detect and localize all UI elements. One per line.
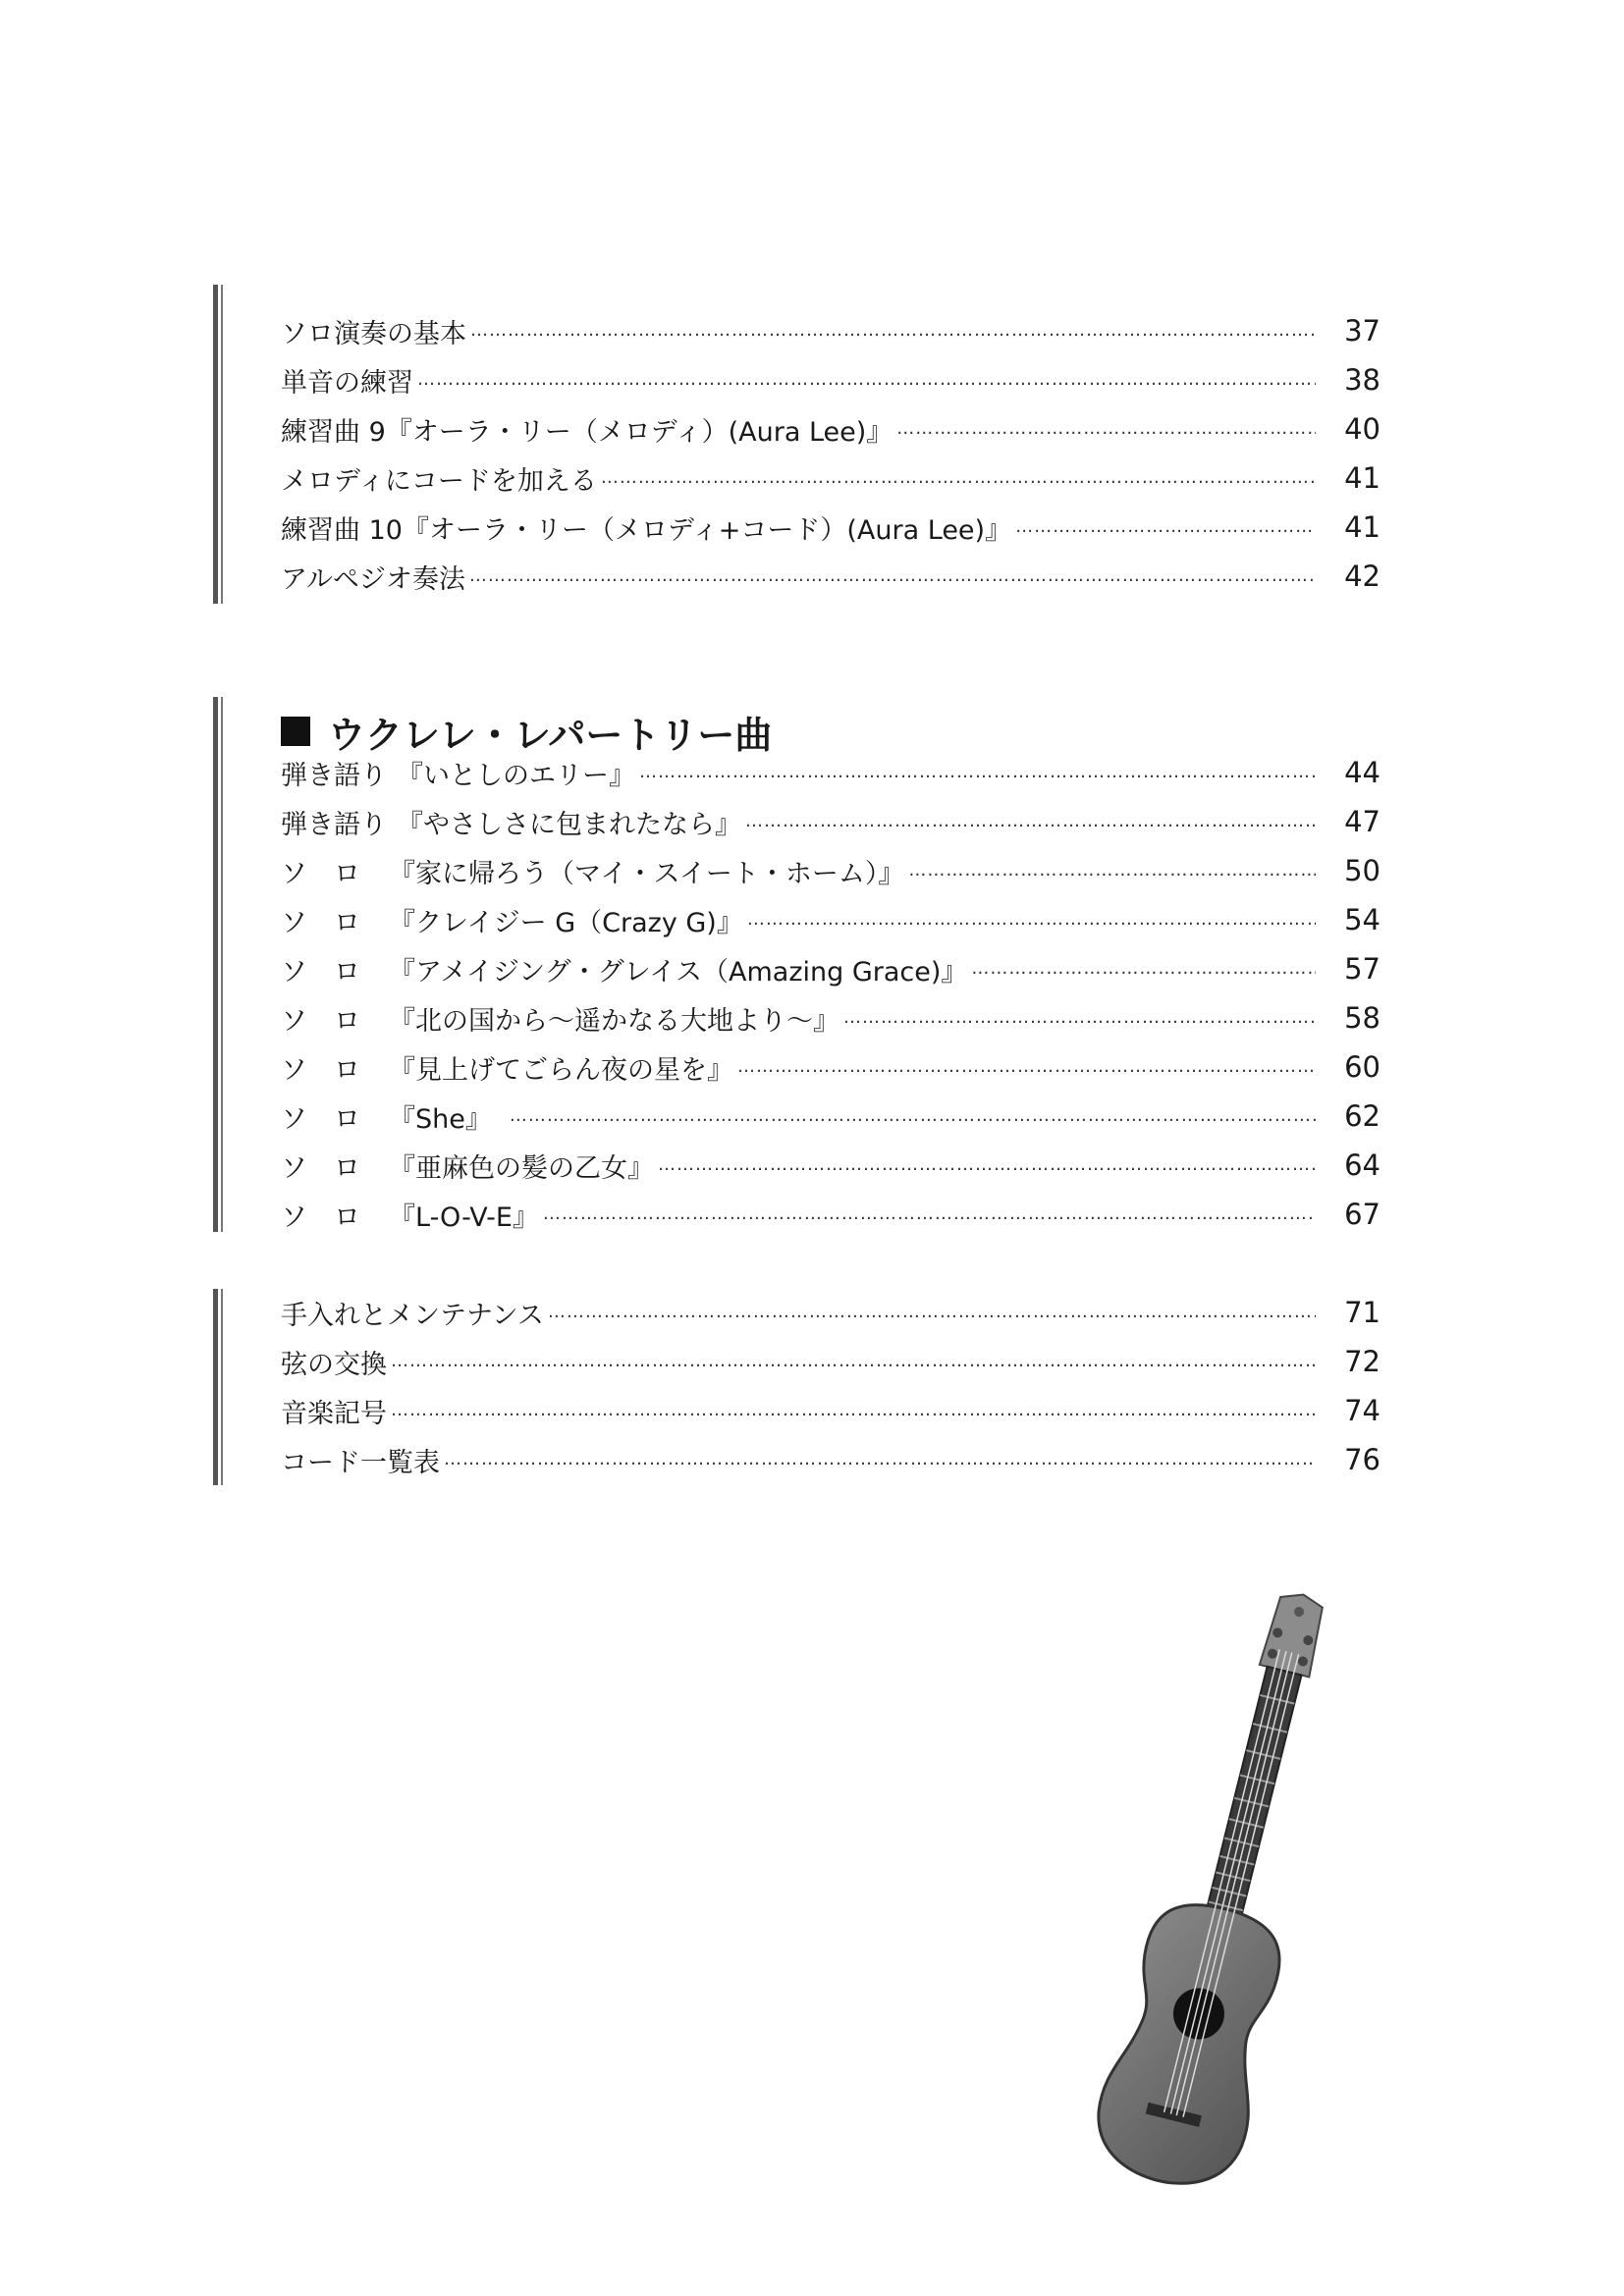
toc-entry-page: 44 bbox=[1344, 756, 1380, 789]
toc-entry-title: ソロ演奏の基本 bbox=[281, 318, 466, 349]
toc-entry-title: コード一覧表 bbox=[281, 1447, 440, 1478]
dot-leader bbox=[745, 802, 1316, 841]
toc-entry[interactable] bbox=[281, 998, 1380, 1038]
toc-entry-page: 60 bbox=[1344, 1050, 1380, 1084]
toc-entry-prefix: ソ ロ bbox=[281, 1201, 360, 1233]
toc-entry[interactable] bbox=[281, 409, 1380, 449]
toc-entry-title: 『L-O-V-E』 bbox=[389, 1201, 539, 1233]
dot-leader bbox=[1015, 507, 1316, 547]
toc-entry[interactable] bbox=[281, 1195, 1380, 1234]
toc-entry-title: 『She』 bbox=[389, 1103, 492, 1135]
toc-entry-title: 音楽記号 bbox=[281, 1398, 387, 1429]
toc-entry-page: 54 bbox=[1344, 903, 1380, 936]
toc-entry-title: 練習曲 9『オーラ・リー（メロディ）(Aura Lee)』 bbox=[281, 416, 893, 448]
dot-leader bbox=[971, 949, 1316, 988]
toc-entry-page: 58 bbox=[1344, 1001, 1380, 1035]
toc-entry[interactable] bbox=[281, 753, 1380, 792]
toc-entry-prefix: ソ ロ bbox=[281, 956, 360, 988]
dot-leader bbox=[896, 409, 1316, 449]
toc-entry-page: 72 bbox=[1344, 1345, 1380, 1378]
dot-leader bbox=[391, 1391, 1316, 1430]
dot-leader bbox=[908, 851, 1316, 890]
toc-entry[interactable] bbox=[281, 1096, 1380, 1136]
toc-entry-title: 単音の練習 bbox=[281, 367, 413, 399]
square-bullet-icon bbox=[281, 717, 310, 746]
toc-entry-page: 76 bbox=[1344, 1443, 1380, 1476]
toc-entry-prefix: ソ ロ bbox=[281, 1103, 360, 1135]
toc-entry-page: 64 bbox=[1344, 1148, 1380, 1182]
toc-entry-page: 67 bbox=[1344, 1198, 1380, 1231]
toc-entry-title: 『やさしさに包まれたなら』 bbox=[397, 809, 741, 840]
dot-leader bbox=[391, 1342, 1316, 1381]
toc-entry-title: 『クレイジー G（Crazy G)』 bbox=[389, 907, 743, 938]
section-heading bbox=[281, 704, 772, 759]
dot-leader bbox=[601, 458, 1316, 498]
toc-entry[interactable] bbox=[281, 802, 1380, 841]
toc-entry[interactable] bbox=[281, 458, 1380, 498]
toc-entry[interactable] bbox=[281, 851, 1380, 890]
toc-section-1 bbox=[220, 285, 1380, 604]
toc-entry-title: 手入れとメンテナンス bbox=[281, 1300, 544, 1331]
toc-entry-prefix: 弾き語り bbox=[281, 809, 387, 840]
toc-entry-page: 41 bbox=[1344, 461, 1380, 495]
toc-entry-page: 42 bbox=[1344, 560, 1380, 593]
dot-leader bbox=[417, 360, 1316, 400]
toc-entry-page: 47 bbox=[1344, 805, 1380, 838]
toc-entry-prefix: ソ ロ bbox=[281, 858, 360, 889]
toc-entry[interactable] bbox=[281, 1391, 1380, 1430]
toc-entry-title: 『亜麻色の髪の乙女』 bbox=[389, 1152, 654, 1184]
dot-leader bbox=[639, 753, 1316, 792]
dot-leader bbox=[747, 900, 1316, 939]
toc-entry-title: 『アメイジング・グレイス（Amazing Grace)』 bbox=[389, 956, 968, 988]
toc-entry-page: 62 bbox=[1344, 1099, 1380, 1133]
toc-entry-title: 『いとしのエリー』 bbox=[397, 760, 635, 791]
dot-leader bbox=[469, 557, 1316, 596]
toc-entry-title: 『見上げてごらん夜の星を』 bbox=[389, 1054, 733, 1086]
toc-entry[interactable] bbox=[281, 360, 1380, 400]
section-heading-text: ウクレレ・レパートリー曲 bbox=[328, 713, 773, 757]
toc-entry-prefix: ソ ロ bbox=[281, 907, 360, 938]
toc-entry-title: 『北の国から〜遥かなる大地より〜』 bbox=[389, 1005, 839, 1037]
toc-section-3 bbox=[220, 1289, 1380, 1485]
ukulele-illustration bbox=[1080, 1585, 1335, 2194]
toc-entry-prefix: ソ ロ bbox=[281, 1005, 360, 1037]
section-bar bbox=[213, 1289, 223, 1485]
toc-entry-page: 50 bbox=[1344, 854, 1380, 887]
section-bar bbox=[213, 697, 223, 1232]
toc-entry[interactable] bbox=[281, 900, 1380, 939]
dot-leader bbox=[444, 1440, 1316, 1479]
toc-entry-title: 弦の交換 bbox=[281, 1349, 387, 1380]
toc-entry-title: 『家に帰ろう（マイ・スイート・ホーム）』 bbox=[389, 858, 905, 889]
toc-entry-prefix: 弾き語り bbox=[281, 760, 387, 791]
dot-leader bbox=[658, 1146, 1316, 1185]
toc-section-2 bbox=[220, 697, 1380, 1232]
toc-entry[interactable] bbox=[281, 1440, 1380, 1479]
section-bar bbox=[213, 285, 223, 604]
toc-entry-page: 71 bbox=[1344, 1296, 1380, 1329]
toc-entry[interactable] bbox=[281, 1047, 1380, 1087]
dot-leader bbox=[843, 998, 1316, 1038]
dot-leader bbox=[470, 311, 1316, 350]
dot-leader bbox=[510, 1096, 1316, 1136]
toc-entry[interactable] bbox=[281, 507, 1380, 547]
toc-entry[interactable] bbox=[281, 557, 1380, 596]
toc-entry-title: アルペジオ奏法 bbox=[281, 563, 465, 595]
dot-leader bbox=[543, 1195, 1316, 1234]
toc-entry[interactable] bbox=[281, 949, 1380, 988]
toc-entry-page: 57 bbox=[1344, 952, 1380, 986]
toc-entry-page: 37 bbox=[1344, 314, 1380, 347]
toc-entry-page: 38 bbox=[1344, 363, 1380, 397]
toc-entry-prefix: ソ ロ bbox=[281, 1152, 360, 1184]
toc-entry-page: 40 bbox=[1344, 412, 1380, 446]
toc-entry-prefix: ソ ロ bbox=[281, 1054, 360, 1086]
toc-entry-title: 練習曲 10『オーラ・リー（メロディ+コード）(Aura Lee)』 bbox=[281, 514, 1012, 546]
toc-entry-page: 41 bbox=[1344, 510, 1380, 544]
dot-leader bbox=[548, 1293, 1316, 1332]
dot-leader bbox=[737, 1047, 1316, 1087]
toc-entry-title: メロディにコードを加える bbox=[281, 465, 597, 497]
toc-entry-page: 74 bbox=[1344, 1394, 1380, 1427]
toc-entry[interactable] bbox=[281, 1293, 1380, 1332]
toc-entry[interactable] bbox=[281, 1342, 1380, 1381]
toc-entry[interactable] bbox=[281, 311, 1380, 350]
toc-entry[interactable] bbox=[281, 1146, 1380, 1185]
